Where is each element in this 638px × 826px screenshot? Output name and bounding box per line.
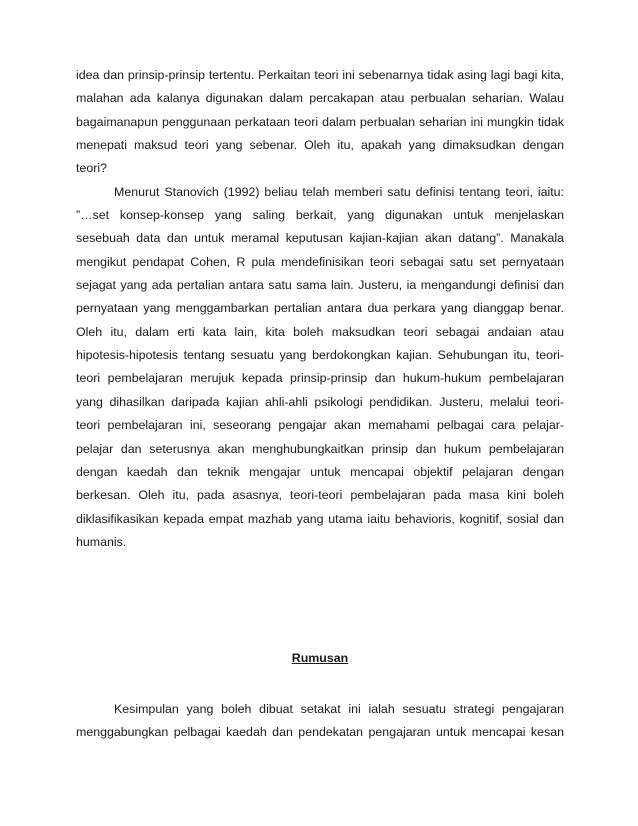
paragraph-line: idea dan prinsip-prinsip tertentu. Perkaitan teori ini sebenarnya tidak asing lagi bagi kita, (76, 68, 564, 82)
paragraph-line: bagaimanapun penggunaan perkataan teori dalam perbualan seharian ini mungkin tidak (76, 114, 564, 129)
paragraph-line: teori? (76, 161, 107, 176)
paragraph-line: berkesan. Oleh itu, pada asasnya, teori-teori pembelajaran pada masa kini boleh (76, 488, 564, 503)
conclusion-paragraph (76, 698, 564, 745)
paragraph-line: sejagat yang ada pertalian antara satu sama lain. Justeru, ia mengandungi definisi dan (76, 278, 564, 293)
paragraph-line: ”…set konsep-konsep yang saling berkait, yang digunakan untuk menjelaskan (76, 208, 564, 223)
paragraph-line: menggabungkan pelbagai kaedah dan pendekatan pengajaran untuk mencapai kesan (76, 725, 564, 740)
paragraph-line: yang dihasilkan daripada kajian ahli-ahli psikologi pendidikan. Justeru, melalui teori- (76, 394, 564, 409)
paragraph-line: dengan kaedah dan teknik mengajar untuk mencapai objektif pelajaran dengan (76, 464, 564, 479)
paragraph-line: menepati maksud teori yang sebenar. Oleh itu, apakah yang dimaksudkan dengan (76, 138, 564, 153)
paragraph-line: hipotesis-hipotesis tentang sesuatu yang berdokongkan kajian. Sehubungan itu, teori- (76, 348, 564, 363)
section-heading: Rumusan (291, 651, 349, 665)
paragraph-line: teori pembelajaran ini, seseorang pengajar akan memahami pelbagai cara pelajar- (76, 418, 564, 433)
paragraph-line: pelajar dan seterusnya akan menghubungkaitkan prinsip dan hukum pembelajaran (76, 441, 564, 456)
paragraph-line: humanis. (76, 534, 127, 549)
body-paragraphs (76, 64, 564, 554)
paragraph-line: pernyataan yang menggambarkan pertalian antara dua perkara yang dianggap benar. (76, 301, 564, 316)
paragraph-line: Kesimpulan yang boleh dibuat setakat ini ialah sesuatu strategi pengajaran (114, 702, 564, 716)
paragraph-line: mengikut pendapat Cohen, R pula mendefinisikan teori sebagai satu set pernyataan (76, 254, 564, 269)
paragraph-line: Oleh itu, dalam erti kata lain, kita boleh maksudkan teori sebagai andaian atau (76, 324, 564, 339)
paragraph-line: malahan ada kalanya digunakan dalam percakapan atau perbualan seharian. Walau (76, 91, 564, 106)
paragraph-line: Menurut Stanovich (1992) beliau telah memberi satu definisi tentang teori, iaitu: (114, 184, 564, 199)
paragraph-line: diklasifikasikan kepada empat mazhab yang utama iaitu behavioris, kognitif, sosial dan (76, 511, 564, 526)
paragraph-line: sesebuah data dan untuk meramal keputusan kajian-kajian akan datang”. Manakala (76, 231, 564, 246)
paragraph-line: teori pembelajaran merujuk kepada prinsip-prinsip dan hukum-hukum pembelajaran (76, 371, 564, 386)
